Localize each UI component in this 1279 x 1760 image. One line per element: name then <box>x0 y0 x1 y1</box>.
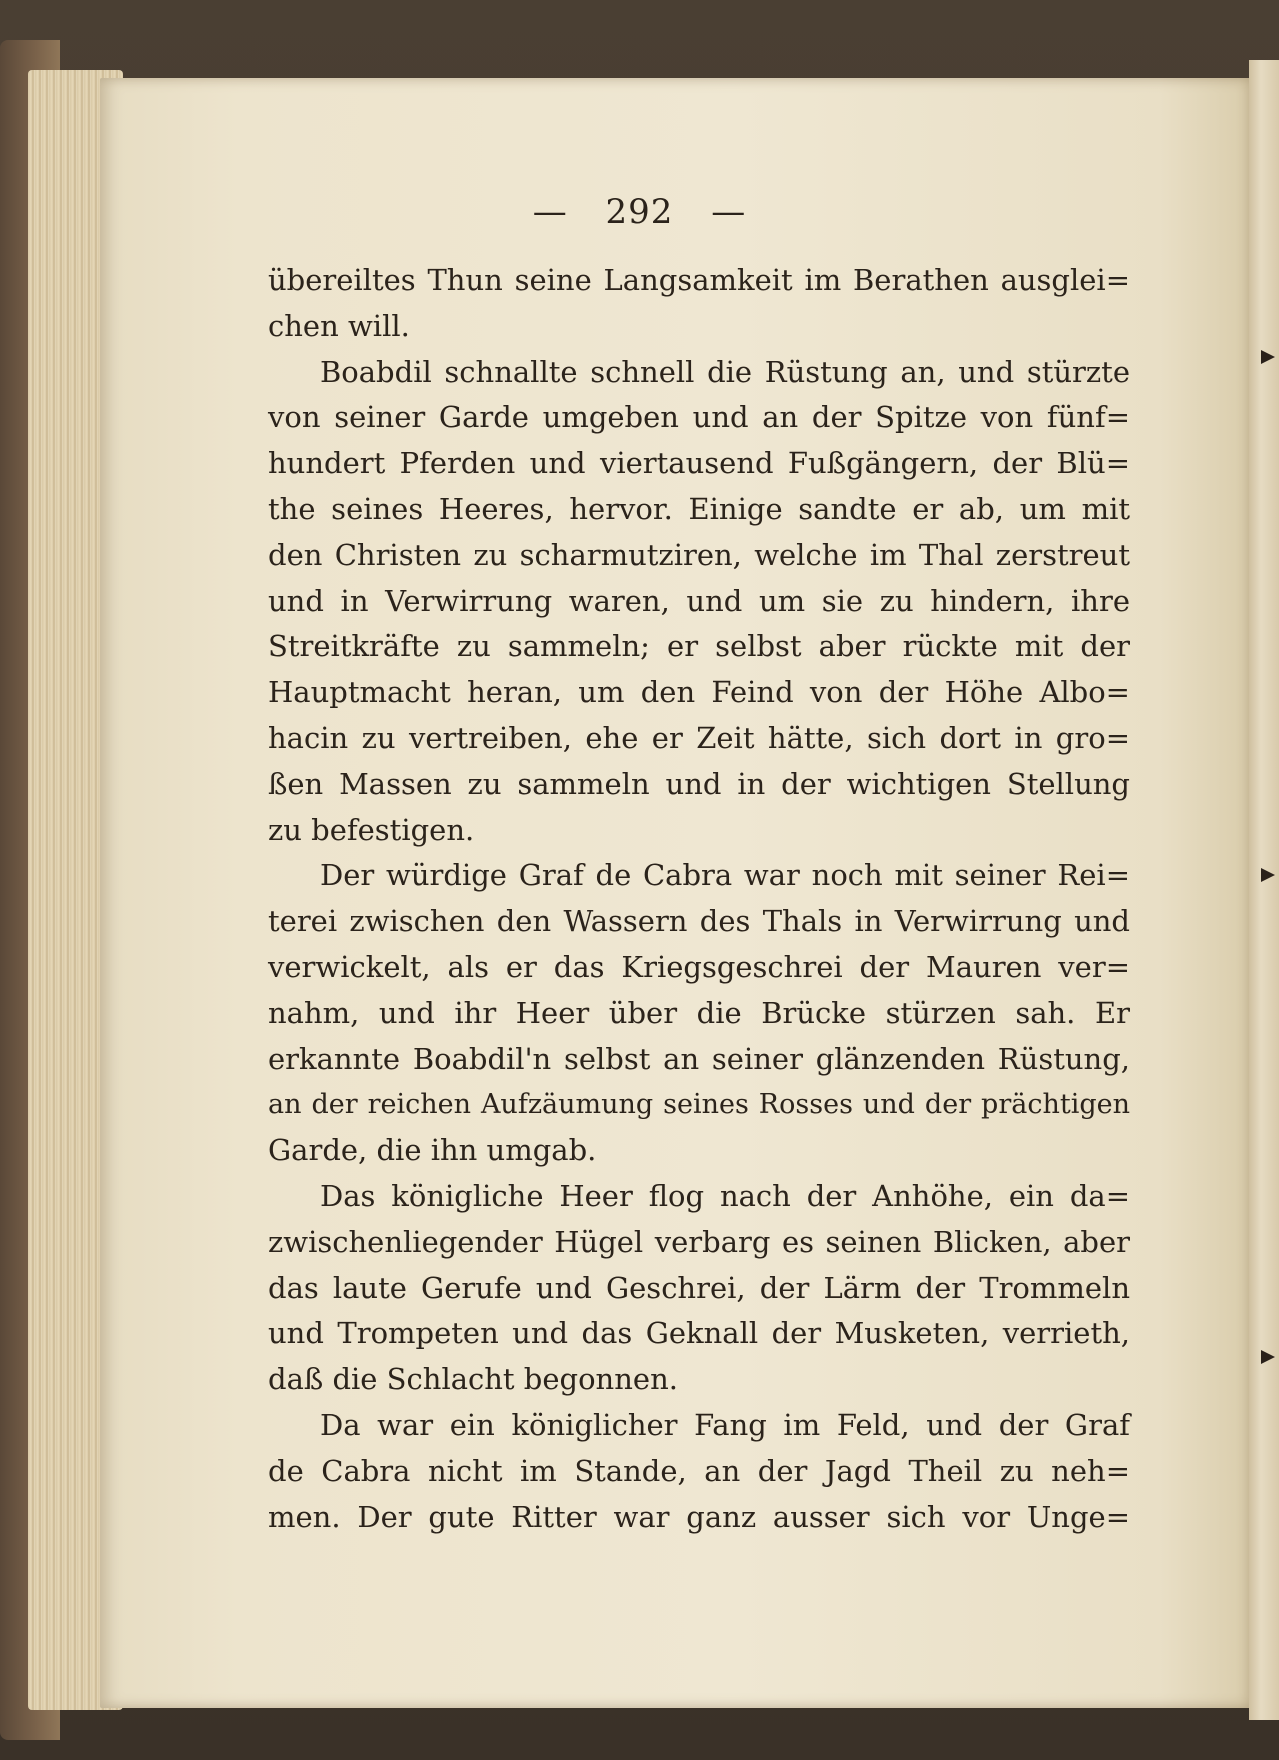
text-line: an der reichen Aufzäumung seines Rosses und der prächtigen <box>268 1089 1130 1121</box>
text-line: hacin zu vertreiben, ehe er Zeit hätte, sich dort in gro= <box>268 720 1130 755</box>
facing-page-edge <box>1249 60 1279 1720</box>
text-line: terei zwischen den Wassern des Thals in Verwirrung und <box>268 904 1130 939</box>
margin-mark-2 <box>1261 868 1275 882</box>
margin-mark-3 <box>1261 1350 1275 1364</box>
text-line: zu befestigen. <box>268 812 475 847</box>
text-line: Garde, die ihn umgab. <box>268 1133 597 1168</box>
text-line: the seines Heeres, hervor. Einige sandte er ab, um mit <box>268 491 1130 526</box>
header-dash-left: — <box>532 192 568 232</box>
text-line: ßen Massen zu sammeln und in der wichtigen Stellung <box>268 766 1130 801</box>
text-line: de Cabra nicht im Stande, an der Jagd Theil zu neh= <box>268 1453 1130 1488</box>
text-line: Hauptmacht heran, um den Feind von der Höhe Albo= <box>268 675 1130 710</box>
text-line: daß die Schlacht begonnen. <box>268 1362 678 1397</box>
text-line: und Trompeten und das Geknall der Musketen, verrieth, <box>268 1316 1130 1351</box>
text-line: übereiltes Thun seine Langsamkeit im Berathen ausglei= <box>268 263 1130 297</box>
text-line: Der würdige Graf de Cabra war noch mit seiner Rei= <box>320 858 1130 893</box>
text-line: men. Der gute Ritter war ganz ausser sich vor Unge= <box>268 1499 1130 1534</box>
text-line: Boabdil schnallte schnell die Rüstung an, und stürzte <box>320 354 1130 389</box>
margin-mark-1 <box>1261 350 1275 364</box>
text-line: Da war ein königlicher Fang im Feld, und der Graf <box>320 1407 1130 1442</box>
text-line: den Christen zu scharmutziren, welche im Thal zerstreut <box>268 537 1130 572</box>
text-line: von seiner Garde umgeben und an der Spitze von fünf= <box>268 400 1130 435</box>
page-header <box>0 192 1279 232</box>
text-line: zwischenliegender Hügel verbarg es seinen Blicken, aber <box>268 1224 1130 1259</box>
body-text <box>268 258 1130 1540</box>
text-line: nahm, und ihr Heer über die Brücke stürzen sah. Er <box>268 995 1130 1030</box>
text-line: Das königliche Heer flog nach der Anhöhe, ein da= <box>320 1178 1130 1213</box>
text-line: erkannte Boabdil'n selbst an seiner glänzenden Rüstung, <box>268 1041 1130 1076</box>
text-line: hundert Pferden und viertausend Fußgängern, der Blü= <box>268 446 1130 481</box>
text-line: und in Verwirrung waren, und um sie zu hindern, ihre <box>268 583 1130 618</box>
text-line: verwickelt, als er das Kriegsgeschrei der Mauren ver= <box>268 949 1130 984</box>
text-line: das laute Gerufe und Geschrei, der Lärm der Trommeln <box>268 1270 1130 1305</box>
page-number: 292 <box>605 192 674 232</box>
header-dash-right: — <box>711 192 747 232</box>
text-line: Streitkräfte zu sammeln; er selbst aber rückte mit der <box>268 629 1130 664</box>
text-line: chen will. <box>268 308 410 343</box>
